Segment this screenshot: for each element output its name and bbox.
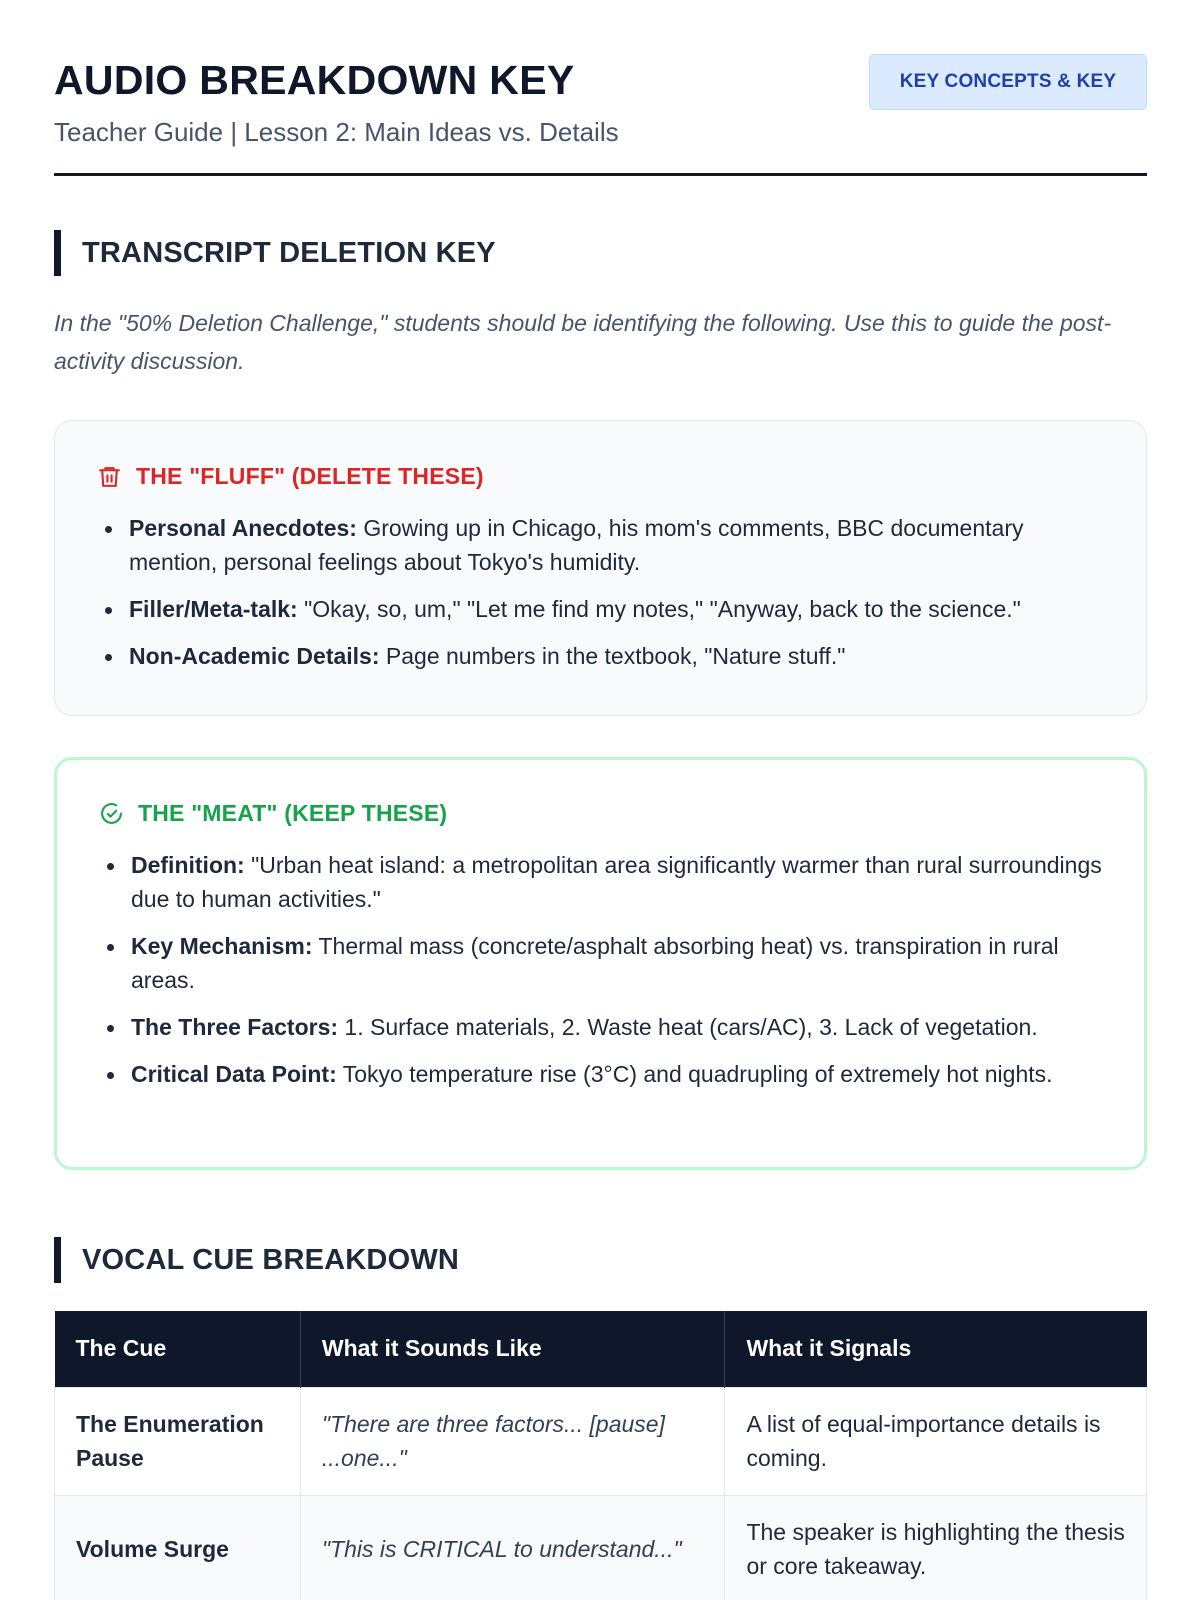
cell-signals: A list of equal-importance details is coming.: [725, 1387, 1147, 1495]
list-item: [99, 929, 1104, 997]
fluff-title: [97, 461, 1106, 491]
section-intro: In the "50% Deletion Challenge," students should be identifying the following. Use this to guide the post-activity discussion.: [54, 310, 1112, 374]
item-label: Key Mechanism:: [131, 933, 313, 959]
fluff-box: [54, 420, 1147, 716]
list-item: [97, 511, 1106, 579]
item-label: Definition:: [131, 852, 245, 878]
section-heading-transcript: TRANSCRIPT DELETION KEY: [54, 230, 496, 276]
item-text: 1. Surface materials, 2. Waste heat (cars/AC), 3. Lack of vegetation.: [338, 1014, 1038, 1040]
list-item: [97, 592, 1106, 626]
item-text: Page numbers in the textbook, "Nature stuff.": [379, 643, 846, 669]
page-subtitle: Teacher Guide | Lesson 2: Main Ideas vs. Details: [54, 117, 619, 147]
cell-cue: Volume Surge: [55, 1495, 301, 1600]
column-header-signals: What it Signals: [725, 1311, 1147, 1387]
list-item: [99, 1057, 1104, 1091]
check-circle-icon: [99, 801, 124, 826]
item-text: Thermal mass (concrete/asphalt absorbing heat) vs. transpiration in rural areas.: [131, 933, 1059, 993]
document-page: [54, 0, 1147, 1579]
item-text: "Urban heat island: a metropolitan area significantly warmer than rural surroundings due to human activities.": [131, 852, 1102, 912]
item-text: Tokyo temperature rise (3°C) and quadrupling of extremely hot nights.: [336, 1061, 1053, 1087]
column-header-cue: The Cue: [55, 1311, 301, 1387]
item-label: Critical Data Point:: [131, 1061, 337, 1087]
fluff-title-text: THE "FLUFF" (DELETE THESE): [136, 462, 484, 489]
key-concepts-badge: KEY CONCEPTS & KEY: [869, 54, 1147, 110]
table-row: [55, 1495, 1147, 1600]
fluff-list: [97, 511, 1106, 673]
meat-box: [54, 757, 1147, 1170]
trash-icon: [97, 464, 122, 489]
item-label: Non-Academic Details:: [129, 643, 380, 669]
cell-cue: The Enumeration Pause: [55, 1387, 301, 1495]
meat-title-text: THE "MEAT" (KEEP THESE): [138, 799, 448, 826]
meat-list: [99, 848, 1104, 1091]
table-row: [55, 1387, 1147, 1495]
item-label: Filler/Meta-talk:: [129, 596, 298, 622]
list-item: [97, 639, 1106, 673]
meat-title: [99, 798, 1104, 828]
item-text: Growing up in Chicago, his mom's comments, BBC documentary mention, personal feelings about Tokyo's humidity.: [129, 515, 1024, 575]
list-item: [99, 848, 1104, 916]
page-title: AUDIO BREAKDOWN KEY: [54, 57, 575, 103]
cell-signals: The speaker is highlighting the thesis or core takeaway.: [725, 1495, 1147, 1600]
vocal-cue-table: [54, 1311, 1147, 1600]
section-heading-vocal-cues: VOCAL CUE BREAKDOWN: [54, 1237, 459, 1283]
item-text: "Okay, so, um," "Let me find my notes," "Anyway, back to the science.": [297, 596, 1021, 622]
column-header-sounds-like: What it Sounds Like: [300, 1311, 725, 1387]
cell-sounds-like: "There are three factors... [pause] ...one...": [300, 1387, 725, 1495]
cell-sounds-like: "This is CRITICAL to understand...": [300, 1495, 725, 1600]
item-label: Personal Anecdotes:: [129, 515, 357, 541]
table-header-row: [55, 1311, 1147, 1387]
item-label: The Three Factors:: [131, 1014, 339, 1040]
document-header: [54, 0, 1147, 176]
list-item: [99, 1010, 1104, 1044]
